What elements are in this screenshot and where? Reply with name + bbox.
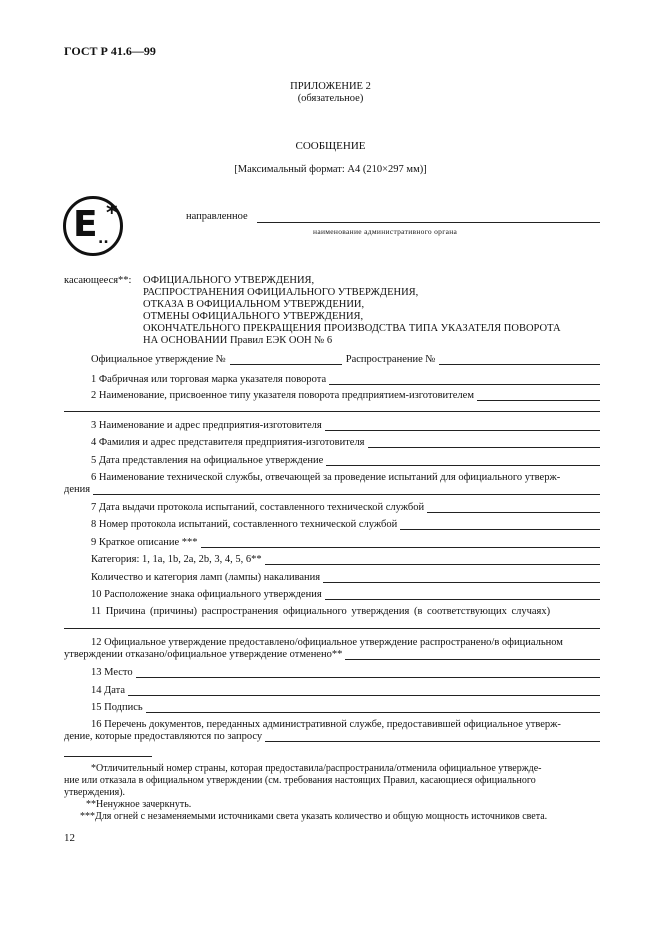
item-15-field[interactable]: [146, 702, 600, 713]
item-1-field[interactable]: [329, 374, 600, 385]
item-6-label: 6 Наименование технической службы, отвечающей за проведение испытаний для официального утверж-: [91, 472, 561, 483]
item-13-label: 13 Место: [91, 667, 133, 678]
item-15-label: 15 Подпись: [91, 702, 143, 713]
item-8-row: [91, 519, 600, 530]
item-8-label: 8 Номер протокола испытаний, составленного технической службой: [91, 519, 398, 530]
item-7-label: 7 Дата выдачи протокола испытаний, составленного технической службой: [91, 502, 425, 513]
item-10-field[interactable]: [325, 589, 600, 600]
footnote-2: **Ненужное зачеркнуть.: [86, 799, 192, 810]
category-row: [91, 554, 600, 565]
category-label: Категория: 1, 1a, 1b, 2a, 2b, 3, 4, 5, 6**: [91, 554, 262, 565]
item-6-label-cont: дения: [64, 484, 91, 495]
message-title: СООБЩЕНИЕ: [295, 140, 366, 152]
item-4-label: 4 Фамилия и адрес представителя предприятия-изготовителя: [91, 437, 365, 448]
category-field[interactable]: [265, 554, 600, 565]
item-1-row: [91, 374, 600, 385]
item-3-label: 3 Наименование и адрес предприятия-изготовителя: [91, 420, 322, 431]
concerning-line-4: ОТМЕНЫ ОФИЦИАЛЬНОГО УТВЕРЖДЕНИЯ,: [143, 311, 364, 322]
concerning-label: касающееся**:: [64, 275, 132, 286]
approval-number-field[interactable]: [230, 354, 342, 365]
lamps-label: Количество и категория ламп (лампы) накаливания: [91, 572, 321, 583]
item-11-label: 11 Причина (причины) распространения официального утверждения (в соответствующих случаях): [91, 606, 551, 617]
concerning-basis-rule: Правил ЕЭК ООН № 6: [229, 335, 333, 346]
footnote-1-line-3: утверждения).: [64, 787, 126, 798]
item-11-continuation-line[interactable]: [64, 628, 600, 629]
item-9-row: [91, 537, 600, 548]
sent-input-line[interactable]: [257, 222, 600, 223]
item-12-row: [64, 649, 600, 660]
format-note: [Максимальный формат: А4 (210×297 мм)]: [234, 164, 427, 175]
sent-label: направленное: [186, 211, 248, 222]
item-2-continuation-line[interactable]: [64, 411, 600, 412]
page-number: 12: [64, 832, 75, 844]
document-code: ГОСТ Р 41.6—99: [64, 44, 156, 58]
extension-number-label: Распространение №: [345, 354, 436, 365]
sent-caption: наименование административного органа: [313, 227, 458, 236]
item-2-row: [91, 390, 600, 401]
item-16-row: [64, 731, 600, 742]
item-6-field[interactable]: [93, 484, 600, 495]
item-12-field[interactable]: [345, 649, 600, 660]
item-8-field[interactable]: [400, 519, 600, 530]
item-14-field[interactable]: [128, 685, 600, 696]
item-14-row: [91, 685, 600, 696]
concerning-line-2: РАСПРОСТРАНЕНИЯ ОФИЦИАЛЬНОГО УТВЕРЖДЕНИЯ,: [143, 287, 419, 298]
item-6-row: [64, 484, 600, 495]
item-9-field[interactable]: [201, 537, 600, 548]
item-5-row: [91, 455, 600, 466]
logo-letter: E: [73, 204, 98, 245]
concerning-basis-caps: НА ОСНОВАНИИ: [143, 335, 228, 346]
item-13-row: [91, 667, 600, 678]
item-12-label: 12 Официальное утверждение предоставлено/официальное утверждение распространено/в официальном: [91, 637, 563, 648]
item-16-field[interactable]: [265, 731, 600, 742]
concerning-line-6: [143, 335, 332, 347]
logo-dots: ..: [98, 231, 109, 247]
item-2-label: 2 Наименование, присвоенное типу указателя поворота предприятием-изготовителем: [91, 390, 474, 401]
concerning-line-3: ОТКАЗА В ОФИЦИАЛЬНОМ УТВЕРЖДЕНИИ,: [143, 299, 365, 310]
appendix-title: ПРИЛОЖЕНИЕ 2: [290, 81, 371, 92]
item-12-label-cont: утверждении отказано/официальное утверждение отменено**: [64, 649, 343, 660]
item-14-label: 14 Дата: [91, 685, 126, 696]
item-5-label: 5 Дата представления на официальное утверждение: [91, 455, 324, 466]
lamps-row: [91, 572, 600, 583]
lamps-field[interactable]: [323, 572, 600, 583]
item-16-label-cont: дение, которые предоставляются по запросу: [64, 731, 263, 742]
item-2-field[interactable]: [477, 390, 600, 401]
extension-number-field[interactable]: [439, 354, 600, 365]
item-16-label: 16 Перечень документов, переданных административной службе, предоставившей официальное утверж-: [91, 719, 561, 730]
item-9-label: 9 Краткое описание ***: [91, 537, 198, 548]
item-1-label: 1 Фабричная или торговая марка указателя поворота: [91, 374, 327, 385]
item-10-row: [91, 589, 600, 600]
logo-star: *: [106, 201, 118, 226]
item-7-field[interactable]: [427, 502, 600, 513]
item-4-row: [91, 437, 600, 448]
approval-number-label: Официальное утверждение №: [91, 354, 226, 365]
concerning-line-5: ОКОНЧАТЕЛЬНОГО ПРЕКРАЩЕНИЯ ПРОИЗВОДСТВА ТИПА УКАЗАТЕЛЯ ПОВОРОТА: [143, 323, 561, 334]
item-4-field[interactable]: [368, 437, 600, 448]
footnote-1-line-1: *Отличительный номер страны, которая предоставила/распространила/отменила официальное утвержде-: [91, 763, 542, 774]
concerning-line-1: ОФИЦИАЛЬНОГО УТВЕРЖДЕНИЯ,: [143, 275, 315, 286]
appendix-mandatory: (обязательное): [297, 93, 364, 104]
footnote-divider: [64, 756, 152, 757]
footnote-1-line-2: ние или отказала в официальном утверждении (см. требования настоящих Правил, касающиеся официального: [64, 775, 536, 786]
item-13-field[interactable]: [136, 667, 600, 678]
approval-number-row: [91, 354, 600, 365]
item-5-field[interactable]: [326, 455, 600, 466]
approval-mark-logo: [63, 196, 123, 256]
item-7-row: [91, 502, 600, 513]
item-3-field[interactable]: [325, 420, 600, 431]
item-3-row: [91, 420, 600, 431]
item-15-row: [91, 702, 600, 713]
item-10-label: 10 Расположение знака официального утверждения: [91, 589, 322, 600]
footnote-3: ***Для огней с незаменяемыми источниками света указать количество и общую мощность источников света.: [80, 811, 548, 822]
